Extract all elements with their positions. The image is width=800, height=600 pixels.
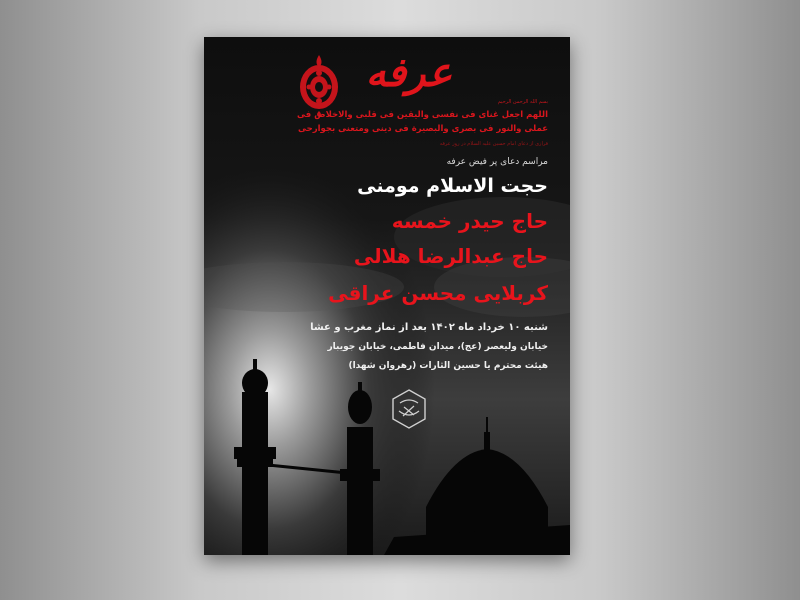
organizer-line: هیئت محترم یا حسین الثارات (رهروان شهدا) (348, 361, 548, 371)
calligraphy-seal-icon (392, 389, 426, 429)
speaker-4: کربلایی محسن عراقی (328, 281, 548, 305)
speaker-2: حاج حیدر خمسه (391, 209, 548, 233)
bismillah: بسم الله الرحمن الرحیم (497, 99, 548, 105)
dua-line-1: اللهم اجعل غنای فی نفسی والیقین فی قلبی والاخلاص فی (297, 110, 548, 120)
date-time-line: شنبه ۱۰ خرداد ماه ۱۴۰۲ بعد از نماز مغرب و عشا (310, 322, 548, 333)
speaker-3: حاج عبدالرضا هلالی (353, 244, 548, 268)
ceremony-subtitle: مراسم دعای پر فیض عرفه (446, 157, 548, 167)
title-arafah: عرفه (365, 49, 453, 96)
dua-line-2: عملی والنور فی بصری والبصیرة فی دینی ومتعنی بجوارحی (298, 124, 548, 134)
dua-attribution: فرازی از دعای امام حسین علیه السلام در روز عرفه (439, 141, 548, 147)
ornament-emblem-icon (296, 53, 342, 117)
poster (204, 37, 570, 555)
speaker-1: حجت الاسلام مومنی (357, 175, 548, 197)
address-line: خیابان ولیعصر (عج)، میدان فاطمی، خیابان جویبار (327, 342, 548, 352)
